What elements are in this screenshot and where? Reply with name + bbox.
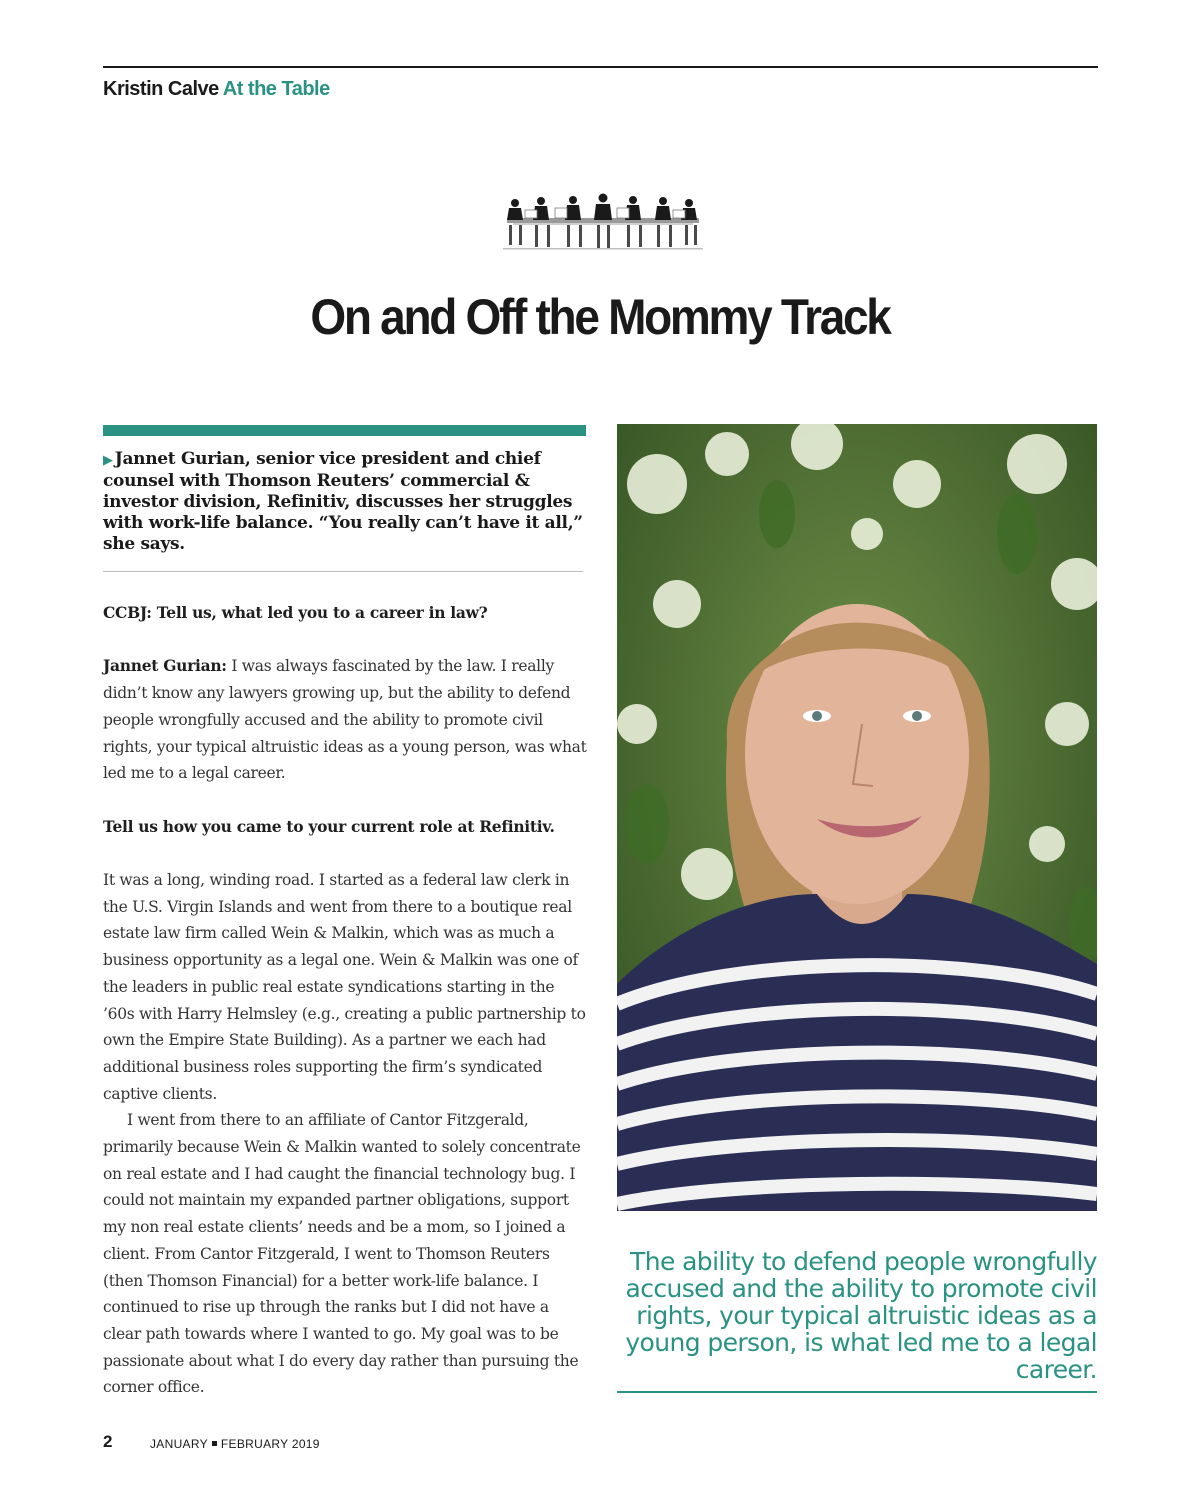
square-bullet-icon [212,1441,217,1446]
meeting-table-silhouette-icon [503,190,703,252]
pull-quote: The ability to defend people wrongfully accused and the ability to promote civil rights, your typical altruistic ideas as a young person, is what led me to a legal career. [625,1247,1097,1384]
page-number: 2 [103,1432,113,1451]
answer-1-text: I was always fascinated by the law. I really didn’t know any lawyers growing up, but the ability to defend people wrongfully accused and the ability to promote civil rights, your typical altruistic ideas as a young person, was what led me to a legal career. [103,657,587,783]
portrait-photo [617,424,1097,1211]
intro-divider [103,571,583,572]
column-name: At the Table [222,78,330,100]
question-1: CCBJ: Tell us, what led you to a career in law? [103,603,488,622]
answer-2-paragraph-2: I went from there to an affiliate of Cantor Fitzgerald, primarily because Wein & Malkin wanted to solely concentrate on real estate and I had caught the financial technology bug. I could not maintain my expanded partner obligations, support my non real estate clients’ needs and be a mom, so I joined a client. From Cantor Fitzgerald, I went to Thomson Reuters (then Thomson Financial) for a better work-life balance. I continued to rise up through the ranks but I did not have a clear path towards where I wanted to go. My goal was to be passionate about what I do every day rather than pursuing the corner office. [103,1111,581,1397]
section-header [103,78,330,101]
top-rule [103,66,1098,68]
answer-1 [103,653,588,787]
intro-text: Jannet Gurian, senior vice president and chief counsel with Thomson Reuters’ commercial & investor division, Refinitiv, discusses her struggles with work-life balance. “You really can’t have it all,” she says. [103,449,583,554]
answer-2-paragraph-1: It was a long, winding road. I started as a federal law clerk in the U.S. Virgin Islands and went from there to a boutique real estate law firm called Wein & Malkin, which was as much a business opportunity as a legal one. Wein & Malkin was one of the leaders in public real estate syndications starting in the ’60s with Harry Helmsley (e.g., creating a public partnership to own the Empire State Building). As a partner we each had additional business roles supporting the firm’s syndicated captive clients. [103,870,586,1103]
triangle-right-icon: ▶ [103,453,113,468]
issue-date [150,1437,320,1451]
column-author: Kristin Calve [103,78,219,100]
issue-month-start: JANUARY [150,1437,208,1451]
article-headline: On and Off the Mommy Track [310,289,890,345]
pull-quote-rule [617,1391,1097,1393]
article-intro [103,449,583,555]
answer-1-speaker: Jannet Gurian: [103,656,227,676]
article-body [103,600,588,1401]
issue-month-end: FEBRUARY 2019 [220,1437,320,1451]
intro-accent-bar [103,425,586,436]
question-2: Tell us how you came to your current role at Refinitiv. [103,816,555,836]
